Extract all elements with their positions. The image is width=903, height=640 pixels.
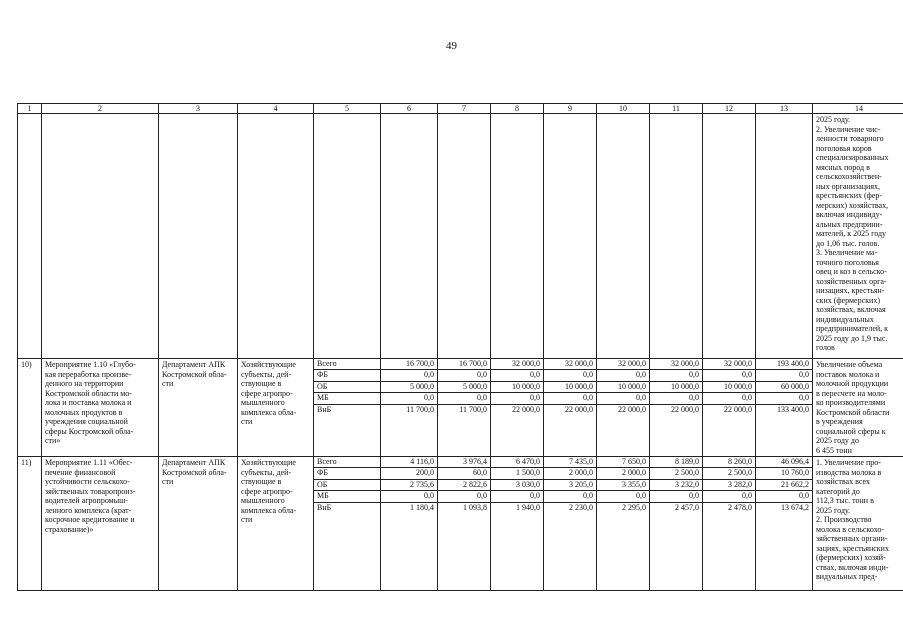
amount-value: 1 500,0	[491, 468, 543, 479]
amount-value: 0,0	[381, 491, 437, 502]
activity-name-line: водителей агропромыш-	[45, 496, 128, 505]
col-number: 5	[314, 104, 381, 114]
amount-value: 32 000,0	[544, 359, 596, 370]
amount-value: 0,0	[650, 370, 702, 381]
amount-column	[438, 359, 491, 457]
amount-value: 0,0	[381, 370, 437, 381]
amount-value: 0,0	[703, 393, 755, 404]
amount-value: 0,0	[597, 491, 649, 502]
participants-line: комплекса обла-	[241, 505, 297, 515]
funding-source: ВнБ	[317, 404, 332, 414]
continuation-line: мерских) хозяйствах,	[816, 200, 889, 210]
activity-name-line: Костромской области мо-	[45, 388, 132, 398]
activity-name-line: печение финансовой	[45, 467, 116, 477]
participants-line: ствующие в	[241, 379, 282, 388]
amount-value: 2 000,0	[597, 468, 649, 479]
amount-value: 16 700,0	[438, 359, 490, 370]
amount-value: 1 180,4	[410, 502, 434, 512]
amount-column	[703, 359, 756, 457]
amount-value: 8 189,0	[650, 457, 702, 468]
funding-source: ФБ	[314, 468, 380, 479]
amount-value: 0,0	[544, 393, 596, 404]
amount-column	[491, 457, 544, 591]
amount-value: 0,0	[491, 393, 543, 404]
activity-name	[42, 359, 159, 457]
amount-value: 3 355,0	[597, 480, 649, 491]
continuation-result	[813, 114, 903, 359]
participants-line: сфере агропро-	[241, 388, 293, 398]
amount-column	[650, 457, 703, 591]
continuation-line: альных предприни-	[816, 219, 883, 229]
expected-result-line: 2. Производство	[816, 515, 872, 524]
executor	[159, 359, 238, 457]
amount-value: 0,0	[650, 491, 702, 502]
amount-value: 2 822,6	[438, 480, 490, 491]
activity-name-line: молочных продуктов в	[45, 407, 123, 417]
amount-value: 1 940,0	[516, 502, 540, 512]
continuation-line: низациях, крестьян-	[816, 286, 885, 295]
executor-line: Департамент АПК	[162, 458, 226, 467]
amount-value: 0,0	[756, 491, 812, 502]
amount-value: 2 500,0	[650, 468, 702, 479]
amount-value: 200,0	[381, 468, 437, 479]
participants-line: Хозяйствующие	[241, 360, 296, 369]
amount-column	[756, 359, 813, 457]
participants	[238, 457, 314, 591]
expected-result-line: категорий до	[816, 486, 860, 496]
activity-name	[42, 457, 159, 591]
expected-result-line: ствах, включая инди-	[816, 562, 889, 572]
continuation-line: включая индивиду-	[816, 210, 883, 219]
participants	[238, 359, 314, 457]
amount-value: 0,0	[703, 491, 755, 502]
activity-name-line: учреждения социальной	[45, 417, 128, 426]
amount-value: 60 000,0	[756, 382, 812, 393]
activity-name-line: Мероприятие 1.10 «Глубо-	[45, 360, 136, 369]
expected-result-line: 6 455 тонн	[816, 445, 852, 455]
activity-name-line: косрочное кредитование и	[45, 515, 135, 524]
activity-name-line: Мероприятие 1.11 «Обес-	[45, 458, 133, 467]
expected-result-line: изводства молока в	[816, 467, 882, 477]
amount-column	[597, 457, 650, 591]
continuation-line: индивидуальных	[816, 314, 874, 324]
amount-value: 2 478,0	[728, 502, 752, 512]
participants-line: ствующие в	[241, 477, 282, 486]
expected-result-line: зяйственных органи-	[816, 534, 888, 543]
col-number: 11	[650, 104, 703, 114]
expected-result-line: ко производителями	[816, 398, 886, 407]
expected-result-line: социальной сферы к	[816, 426, 886, 436]
amount-column	[381, 457, 438, 591]
amount-value: 2 735,6	[381, 480, 437, 491]
continuation-line: 2025 году.	[816, 115, 851, 124]
continuation-line: ских (фермерских)	[816, 295, 880, 305]
activity-name-line: устойчивости сельскохо-	[45, 477, 130, 486]
continuation-line: ленности товарного	[816, 134, 884, 143]
activity-name-line: кая переработка произве-	[45, 369, 132, 379]
expected-result-line: Увеличение объема	[816, 360, 883, 369]
expected-result	[813, 359, 903, 457]
continuation-row	[18, 114, 903, 359]
executor	[159, 457, 238, 591]
amount-value: 0,0	[756, 393, 812, 404]
row-number: 10)	[18, 359, 42, 457]
funding-sources	[314, 359, 381, 457]
continuation-line: точного поголовья	[816, 257, 879, 267]
amount-value: 21 662,2	[756, 480, 812, 491]
expected-result-line: Костромской области	[816, 407, 890, 417]
amount-value: 3 976,4	[438, 457, 490, 468]
activity-name-line: сти»	[45, 436, 61, 445]
amount-value: 22 000,0	[565, 404, 593, 414]
amount-value: 3 030,0	[491, 480, 543, 491]
participants-line: мышленного	[241, 398, 285, 407]
col-number: 1	[18, 104, 42, 114]
amount-column	[756, 457, 813, 591]
activity-name-line: ленного комплекса (крат-	[45, 505, 132, 515]
activity-name-line: лока и поставка молока и	[45, 398, 132, 407]
continuation-line: ных организациях,	[816, 181, 881, 191]
participants-line: сти	[241, 515, 253, 524]
activity-name-line: зяйственных товаропроиз-	[45, 486, 136, 496]
funding-sources	[314, 457, 381, 591]
continuation-line: 2025 году до 1,9 тыс.	[816, 333, 888, 343]
amount-value: 10 000,0	[544, 382, 596, 393]
amount-value: 22 000,0	[618, 404, 646, 414]
table-row	[18, 359, 903, 457]
executor-line: Департамент АПК	[162, 360, 226, 369]
amount-value: 32 000,0	[650, 359, 702, 370]
amount-value: 0,0	[650, 393, 702, 404]
amount-value: 5 000,0	[438, 382, 490, 393]
amount-value: 0,0	[544, 370, 596, 381]
funding-source: ОБ	[314, 382, 380, 393]
amount-value: 0,0	[438, 393, 490, 404]
continuation-line: предпринимателей, к	[816, 324, 889, 333]
amount-value: 8 260,0	[703, 457, 755, 468]
expected-result-line: в учреждения	[816, 417, 863, 426]
amount-value: 2 457,0	[675, 502, 699, 512]
col-number: 10	[597, 104, 650, 114]
activity-name-line: денного на территории	[45, 379, 124, 388]
amount-value: 32 000,0	[703, 359, 755, 370]
amount-value: 1 093,8	[463, 502, 487, 512]
amount-value: 6 470,0	[491, 457, 543, 468]
amount-value: 2 000,0	[544, 468, 596, 479]
expected-result-line: видуальных пред-	[816, 572, 878, 581]
amount-value: 0,0	[597, 393, 649, 404]
col-number: 3	[159, 104, 238, 114]
col-number: 4	[238, 104, 314, 114]
expected-result-line: 2025 году.	[816, 505, 851, 515]
amount-value: 0,0	[381, 393, 437, 404]
continuation-line: мателей, к 2025 году	[816, 229, 887, 238]
col-number: 13	[756, 104, 813, 114]
program-table	[17, 103, 903, 591]
amount-value: 10 000,0	[703, 382, 755, 393]
activity-name-line: страхование)»	[45, 524, 94, 534]
col-number: 14	[813, 104, 903, 114]
col-number: 8	[491, 104, 544, 114]
col-number: 9	[544, 104, 597, 114]
amount-column	[491, 359, 544, 457]
continuation-line: до 1,06 тыс. голов.	[816, 238, 880, 248]
amount-value: 0,0	[703, 370, 755, 381]
expected-result-line: молока в сельскохо-	[816, 524, 885, 534]
amount-value: 0,0	[544, 491, 596, 502]
expected-result-line: 112,3 тыс. тонн в	[816, 496, 874, 505]
amount-column	[544, 359, 597, 457]
amount-value: 0,0	[756, 370, 812, 381]
participants-line: субъекты, дей-	[241, 467, 292, 477]
col-number: 7	[438, 104, 491, 114]
amount-value: 11 700,0	[406, 404, 434, 414]
amount-value: 7 435,0	[544, 457, 596, 468]
row-number: 11)	[18, 457, 42, 591]
amount-column	[650, 359, 703, 457]
activity-name-line: сферы Костромской обла-	[45, 426, 134, 436]
executor-line: Костромской обла-	[162, 369, 227, 379]
funding-source: Всего	[314, 457, 380, 468]
amount-value: 7 650,0	[597, 457, 649, 468]
expected-result	[813, 457, 903, 591]
page-number: 49	[446, 40, 457, 52]
expected-result-line: (фермерских) хозяй-	[816, 553, 886, 562]
expected-result-line: молочной продукции	[816, 379, 889, 388]
expected-result-line: в пересчете на моло-	[816, 388, 887, 398]
executor-line: сти	[162, 379, 174, 388]
executor-line: сти	[162, 477, 174, 486]
amount-value: 46 096,4	[756, 457, 812, 468]
col-number: 2	[42, 104, 159, 114]
col-number: 6	[381, 104, 438, 114]
amount-value: 16 700,0	[381, 359, 437, 370]
amount-column	[544, 457, 597, 591]
continuation-line: голов	[816, 343, 835, 352]
continuation-line: сельскохозяйствен-	[816, 172, 882, 181]
amount-value: 10 000,0	[597, 382, 649, 393]
amount-value: 32 000,0	[491, 359, 543, 370]
amount-value: 10 000,0	[491, 382, 543, 393]
participants-line: мышленного	[241, 496, 285, 505]
amount-value: 0,0	[491, 370, 543, 381]
amount-value: 193 400,0	[756, 359, 812, 370]
amount-value: 3 282,0	[703, 480, 755, 491]
amount-value: 22 000,0	[671, 404, 699, 414]
continuation-line: поголовья коров	[816, 143, 872, 153]
amount-column	[381, 359, 438, 457]
continuation-line: специализированных	[816, 153, 889, 162]
amount-value: 3 232,0	[650, 480, 702, 491]
amount-value: 2 500,0	[703, 468, 755, 479]
expected-result-line: зациях, крестьянских	[816, 543, 889, 553]
continuation-line: овец и коз в сельско-	[816, 267, 887, 276]
amount-value: 2 230,0	[569, 502, 593, 512]
participants-line: сти	[241, 417, 253, 426]
amount-value: 22 000,0	[724, 404, 752, 414]
executor-line: Костромской обла-	[162, 467, 227, 477]
continuation-line: мясных пород в	[816, 162, 870, 172]
participants-line: Хозяйствующие	[241, 458, 296, 467]
table-row	[18, 457, 903, 591]
amount-value: 13 674,2	[781, 502, 809, 512]
expected-result-line: хозяйствах всех	[816, 477, 870, 486]
funding-source: ФБ	[314, 370, 380, 381]
continuation-line: 3. Увеличение ма-	[816, 248, 878, 257]
funding-source: МБ	[314, 491, 380, 502]
amount-value: 11 700,0	[459, 404, 487, 414]
expected-result-line: поставок молока и	[816, 369, 880, 379]
funding-source: ОБ	[314, 480, 380, 491]
amount-value: 3 205,0	[544, 480, 596, 491]
amount-value: 133 400,0	[777, 404, 809, 414]
amount-column	[703, 457, 756, 591]
amount-value: 4 116,0	[381, 457, 437, 468]
amount-value: 2 295,0	[622, 502, 646, 512]
amount-value: 60,0	[438, 468, 490, 479]
continuation-line: 2. Увеличение чис-	[816, 124, 881, 134]
amount-value: 32 000,0	[597, 359, 649, 370]
participants-line: субъекты, дей-	[241, 369, 292, 379]
amount-value: 0,0	[438, 370, 490, 381]
participants-line: комплекса обла-	[241, 407, 297, 417]
amount-column	[438, 457, 491, 591]
funding-source: Всего	[314, 359, 380, 370]
amount-value: 5 000,0	[381, 382, 437, 393]
expected-result-line: 2025 году до	[816, 436, 859, 445]
amount-value: 0,0	[438, 491, 490, 502]
funding-source: МБ	[314, 393, 380, 404]
continuation-line: крестьянских (фер-	[816, 191, 883, 200]
amount-column	[597, 359, 650, 457]
amount-value: 22 000,0	[512, 404, 540, 414]
amount-value: 10 760,0	[756, 468, 812, 479]
column-number-row	[18, 104, 903, 114]
participants-line: сфере агропро-	[241, 486, 293, 496]
col-number: 12	[703, 104, 756, 114]
amount-value: 10 000,0	[650, 382, 702, 393]
amount-value: 0,0	[491, 491, 543, 502]
funding-source: ВнБ	[317, 502, 332, 512]
amount-value: 0,0	[597, 370, 649, 381]
continuation-line: хозяйственных орга-	[816, 276, 887, 286]
continuation-line: хозяйствах, включая	[816, 305, 886, 314]
expected-result-line: 1. Увеличение про-	[816, 458, 881, 467]
